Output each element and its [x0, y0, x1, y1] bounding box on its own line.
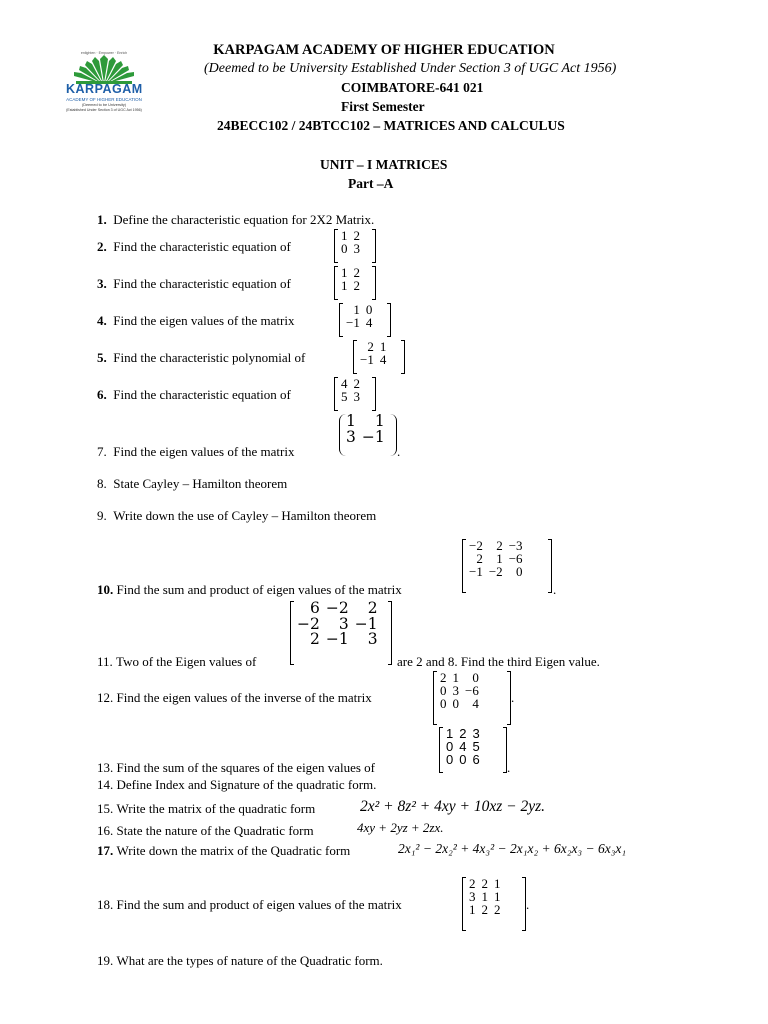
- matrix-entry: 1: [341, 228, 348, 243]
- suffix-q10: .: [553, 582, 557, 597]
- matrix-entry: 1: [341, 265, 348, 280]
- matrix-entry: 0: [365, 302, 373, 317]
- matrix-entry: 3: [346, 427, 356, 446]
- question-14: [97, 777, 376, 793]
- matrix-entry: 1: [469, 902, 476, 917]
- matrix-entry: 2: [476, 551, 483, 566]
- leaf-emblem-icon: [66, 55, 142, 85]
- matrix-entry: −1: [361, 427, 385, 446]
- question-number: 11.: [97, 654, 113, 669]
- suffix-q18: .: [526, 897, 530, 912]
- matrix-entry: 2: [469, 876, 476, 891]
- matrix-entry: 2: [481, 876, 488, 891]
- matrix-entry: 1: [496, 551, 503, 566]
- logo-brand: KARPAGAM: [66, 82, 143, 96]
- matrix-bracket: [372, 229, 376, 263]
- question-18: [97, 897, 402, 913]
- matrix-entry: 2: [353, 228, 360, 243]
- matrix-q18: [462, 877, 526, 931]
- matrix-entry: 2: [459, 727, 467, 741]
- matrix-bracket: [372, 266, 376, 300]
- semester: First Semester: [341, 99, 425, 114]
- question-text: Define Index and Signature of the quadratic form.: [116, 777, 377, 792]
- question-text: Find the characteristic equation of: [113, 276, 291, 291]
- question-text: Find the eigen values of the matrix: [113, 444, 295, 459]
- matrix-bracket: [390, 414, 397, 456]
- matrix-entry: 4: [459, 739, 467, 754]
- suffix-q13: .: [507, 760, 511, 775]
- matrix-entry: 2: [496, 538, 503, 553]
- matrix-q10: [462, 539, 552, 593]
- matrix-q5: [353, 340, 405, 374]
- question-number: 14.: [97, 777, 114, 792]
- logo-line1: ACADEMY OF HIGHER EDUCATION: [66, 97, 142, 102]
- question-text: State the nature of the Quadratic form: [116, 823, 314, 838]
- matrix-bracket: [548, 539, 552, 593]
- matrix-entry: 0: [440, 683, 447, 698]
- question-number: 12.: [97, 690, 114, 705]
- matrix-entry: 1: [374, 412, 385, 430]
- question-text: Define the characteristic equation for 2X2 Matrix.: [113, 212, 375, 227]
- matrix-q4: [339, 303, 391, 337]
- matrix-entry: −2: [297, 614, 320, 633]
- question-7: [97, 444, 294, 460]
- matrix-entry: 1: [346, 412, 356, 430]
- matrix-entry: 2: [353, 278, 360, 293]
- matrix-q11: [290, 601, 392, 665]
- logo-line3: (Established Under Section 3 of UGC Act 1956): [66, 108, 142, 112]
- formula-q15: 2x² + 8z² + 4xy + 10xz − 2yz.: [360, 798, 546, 815]
- matrix-entry: 4: [379, 352, 387, 367]
- question-text: Find the characteristic equation of: [113, 239, 291, 254]
- matrix-entry: 0: [440, 696, 447, 711]
- question-text: Find the eigen values of the inverse of the matrix: [116, 690, 372, 705]
- matrix-entry: 3: [353, 389, 360, 404]
- matrix-entry: −1: [354, 614, 378, 633]
- matrix-entry: 3: [472, 727, 480, 741]
- question-9: [97, 508, 376, 524]
- question-13: [97, 760, 375, 776]
- question-15: [97, 801, 315, 817]
- question-text: What are the types of nature of the Quadratic form.: [116, 953, 383, 968]
- question-5: [97, 350, 305, 366]
- matrix-entry: −2: [325, 599, 349, 617]
- question-text: Find the characteristic equation of: [113, 387, 291, 402]
- question-2: [97, 239, 291, 255]
- question-number: 19.: [97, 953, 114, 968]
- matrix-entry: 6: [472, 752, 480, 767]
- matrix-entry: 1: [379, 339, 387, 354]
- suffix-q12: .: [511, 690, 515, 705]
- matrix-entry: −2: [469, 538, 483, 553]
- question-text: Write the matrix of the quadratic form: [116, 801, 316, 816]
- question-6: [97, 387, 291, 403]
- question-17: [97, 843, 350, 859]
- matrix-entry: 4: [365, 315, 373, 330]
- formula-q17: 2x₁² − 2x₂² + 4x₃² − 2x₁x₂ + 6x₂x₃ − 6x₃x₁: [398, 841, 627, 856]
- question-10: [97, 582, 402, 598]
- logo-line2: (Deemed to be University): [81, 103, 127, 107]
- matrix-entry: 1: [481, 889, 488, 904]
- course-title: 24BECC102 / 24BTCC102 – MATRICES AND CALCULUS: [217, 118, 565, 133]
- matrix-entry: −3: [508, 538, 523, 553]
- question-number: 3.: [97, 276, 107, 291]
- matrix-entry: 2: [353, 376, 360, 391]
- matrix-entry: −2: [488, 564, 503, 579]
- matrix-entry: −1: [360, 352, 374, 367]
- question-text: Two of the Eigen values of: [116, 654, 257, 669]
- question-4: [97, 313, 294, 329]
- question-number: 5.: [97, 350, 107, 365]
- question-text: Write down the matrix of the Quadratic form: [116, 843, 351, 858]
- matrix-entry: 2: [367, 339, 374, 354]
- question-8: [97, 476, 287, 492]
- question-number: 10.: [97, 582, 114, 597]
- question-number: 18.: [97, 897, 114, 912]
- question-text: Find the sum and product of eigen values of the matrix: [116, 897, 402, 912]
- part-title: Part –A: [348, 176, 394, 191]
- matrix-entry: 1: [494, 876, 501, 891]
- matrix-entry: 0: [459, 752, 467, 767]
- question-number: 15.: [97, 801, 114, 816]
- matrix-q3: [334, 266, 376, 300]
- question-number: 17.: [97, 843, 114, 858]
- matrix-entry: 2: [309, 630, 320, 648]
- matrix-entry: −1: [469, 564, 483, 579]
- matrix-entry: 2: [481, 902, 488, 917]
- question-text: Write down the use of Cayley – Hamilton theorem: [113, 508, 377, 523]
- matrix-entry: 4: [472, 696, 479, 711]
- matrix-entry: 1: [494, 889, 501, 904]
- matrix-entry: 6: [309, 599, 320, 617]
- matrix-entry: 0: [472, 670, 479, 685]
- suffix-q11: are 2 and 8. Find the third Eigen value.: [397, 654, 600, 669]
- matrix-entry: 0: [446, 752, 454, 767]
- question-16: [97, 823, 314, 839]
- matrix-bracket: [401, 340, 405, 374]
- matrix-entry: 3: [469, 889, 476, 904]
- matrix-entry: −6: [465, 683, 479, 698]
- question-number: 13.: [97, 760, 114, 775]
- question-text: Find the sum of the squares of the eigen values of: [116, 760, 375, 775]
- question-number: 6.: [97, 387, 107, 402]
- logo-tagline: enlighten · Empower · Enrich: [80, 51, 128, 55]
- matrix-q12: [433, 671, 511, 725]
- matrix-entry: 0: [446, 739, 454, 754]
- matrix-entry: 5: [341, 389, 348, 404]
- matrix-entry: −1: [346, 315, 360, 330]
- question-number: 8.: [97, 476, 107, 491]
- question-text: Find the characteristic polynomial of: [113, 350, 306, 365]
- matrix-entry: 0: [341, 241, 348, 256]
- matrix-q2: [334, 229, 376, 263]
- question-number: 1.: [97, 212, 107, 227]
- matrix-entry: 1: [353, 302, 360, 317]
- unit-title: UNIT – I MATRICES: [320, 157, 448, 172]
- matrix-entry: 3: [353, 241, 360, 256]
- question-3: [97, 276, 291, 292]
- matrix-entry: 4: [341, 376, 348, 391]
- matrix-entry: 2: [367, 599, 378, 617]
- question-text: Find the eigen values of the matrix: [113, 313, 295, 328]
- question-number: 9.: [97, 508, 107, 523]
- question-12: [97, 690, 372, 706]
- matrix-q7: [339, 414, 397, 456]
- matrix-entry: 3: [338, 614, 349, 633]
- question-number: 2.: [97, 239, 107, 254]
- matrix-entry: 1: [452, 670, 459, 685]
- question-number: 4.: [97, 313, 107, 328]
- question-11: [97, 654, 256, 670]
- question-19: [97, 953, 383, 969]
- matrix-q6: [334, 377, 376, 411]
- matrix-entry: 2: [440, 670, 447, 685]
- matrix-entry: 0: [452, 696, 459, 711]
- matrix-entry: 1: [341, 278, 348, 293]
- suffix-q7: .: [397, 444, 401, 459]
- matrix-entry: 3: [452, 683, 459, 698]
- question-number: 16.: [97, 823, 114, 838]
- question-1: [97, 212, 374, 228]
- question-text: State Cayley – Hamilton theorem: [113, 476, 288, 491]
- matrix-entry: 5: [472, 739, 480, 754]
- matrix-entry: 2: [353, 265, 360, 280]
- karpagam-logo: [66, 52, 166, 122]
- matrix-bracket: [387, 303, 391, 337]
- formula-q16: 4xy + 2yz + 2zx.: [357, 820, 444, 835]
- deemed-status: (Deemed to be University Established Under Section 3 of UGC Act 1956): [204, 61, 617, 76]
- matrix-bracket: [372, 377, 376, 411]
- matrix-q13: [439, 727, 507, 773]
- institution-name: KARPAGAM ACADEMY OF HIGHER EDUCATION: [213, 42, 555, 58]
- question-number: 7.: [97, 444, 107, 459]
- city: COIMBATORE-641 021: [341, 80, 484, 95]
- matrix-entry: 3: [367, 630, 378, 648]
- matrix-entry: 2: [494, 902, 501, 917]
- matrix-entry: 1: [446, 727, 454, 741]
- matrix-entry: −6: [508, 551, 523, 566]
- question-text: Find the sum and product of eigen values of the matrix: [116, 582, 402, 597]
- matrix-entry: −1: [325, 630, 349, 648]
- matrix-bracket: [388, 601, 392, 665]
- matrix-entry: 0: [516, 564, 523, 579]
